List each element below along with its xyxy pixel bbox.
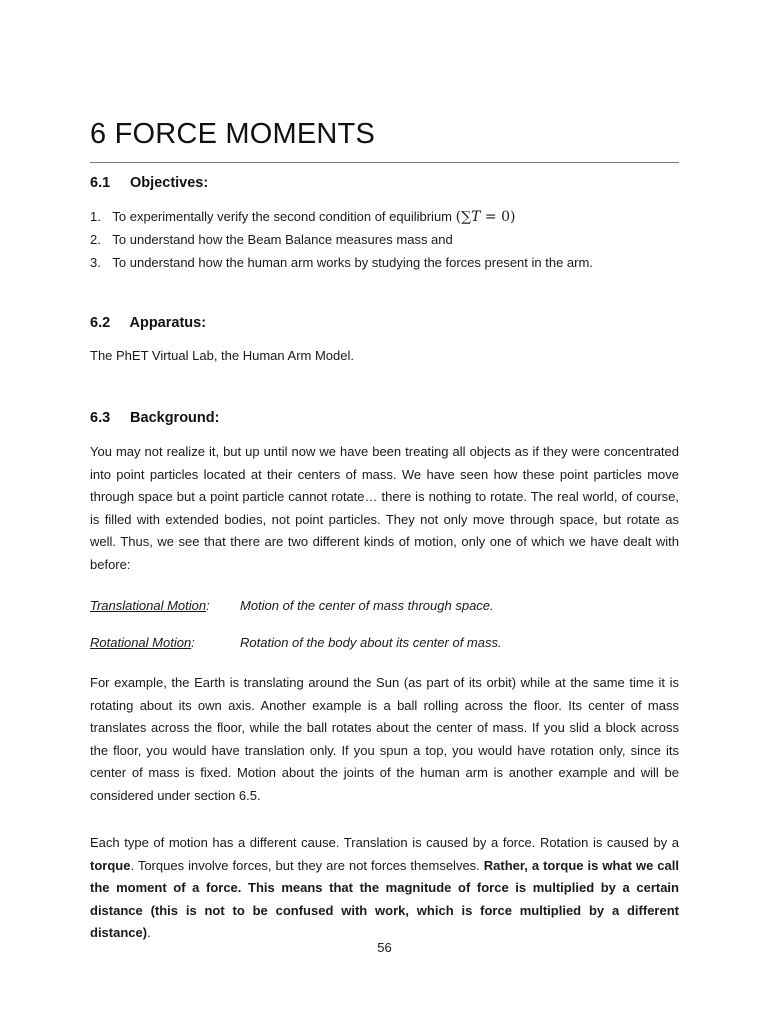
background-paragraph-2: For example, the Earth is translating around the Sun (as part of its orbit) while at the same time it is rotating about its own axis. Another example is a ball rolling across the floor. Its center of mass translates across the floor, while the ball rotates about the center of mass. If you slid a block across the floor, you would have translation only. If you spun a top, you would have rotation only, since its center of mass is fixed. Motion about the joints of the human arm is another example and will be considered under section 6.5. [90, 675, 679, 803]
list-number: 2. [90, 232, 101, 247]
torque-term: torque [90, 857, 131, 873]
section-heading-objectives [90, 175, 208, 191]
list-text: To understand how the Beam Balance measures mass and [112, 232, 453, 247]
chapter-divider [90, 162, 679, 163]
objectives-list [90, 205, 593, 274]
background-paragraph-1: You may not realize it, but up until now we have been treating all objects as if they were concentrated into point particles located at their centers of mass. We have seen how these point particles move through space but a point particle cannot rotate… there is nothing to rotate. The real world, of course, is filled with extended bodies, not point particles. They not only move through space, but rotate as well. Thus, we see that there are two different kinds of motion, only one of which we have dealt with before: [90, 444, 679, 572]
motion-definition-rotational: Rotational Motion: Rotation of the body about its center of mass. [90, 635, 502, 650]
list-item [90, 251, 593, 274]
page-number: 56 [377, 940, 392, 955]
motion-description: Rotation of the body about its center of mass. [240, 635, 502, 650]
chapter-number: 6 [90, 118, 107, 150]
chapter-name: FORCE MOMENTS [114, 118, 375, 150]
list-item [90, 228, 593, 251]
apparatus-text: The PhET Virtual Lab, the Human Arm Model. [90, 348, 354, 363]
motion-term: Translational Motion [90, 598, 207, 613]
motion-term: Rotational Motion [90, 635, 192, 650]
section-number: 6.2 [90, 315, 111, 331]
torque-definition: Rather, a torque is what we call the moment of a force. This means that the magnitude of force is multiplied by a certain distance (this is not to be confused with work, which is force multiplied by a different distance) [90, 857, 679, 941]
section-number: 6.1 [90, 175, 111, 191]
motion-definition-translational: Translational Motion: Motion of the center of mass through space. [90, 598, 494, 613]
list-text: To experimentally verify the second condition of equilibrium [112, 209, 453, 224]
list-item [90, 205, 593, 228]
motion-description: Motion of the center of mass through space. [240, 598, 494, 613]
chapter-title [90, 118, 375, 151]
list-text: To understand how the human arm works by studying the forces present in the arm. [112, 255, 593, 270]
list-number: 3. [90, 255, 101, 270]
list-number: 1. [90, 209, 101, 224]
section-heading-background [90, 410, 219, 426]
section-heading-apparatus [90, 315, 206, 331]
section-title: Objectives: [130, 175, 209, 191]
section-title: Background: [130, 410, 220, 426]
section-title: Apparatus: [129, 315, 207, 331]
section-number: 6.3 [90, 410, 111, 426]
equilibrium-formula: (∑T = 0) [455, 209, 516, 225]
background-paragraph-3: Each type of motion has a different cause. Translation is caused by a force. Rotation is caused by a torque. Torques involve forces, but they are not forces themselves. Rather, a torque is what we call the moment of a force. This means that the magnitude of force is multiplied by a certain distance (this is not to be confused with work, which is force multiplied by a different distance). [90, 835, 679, 941]
